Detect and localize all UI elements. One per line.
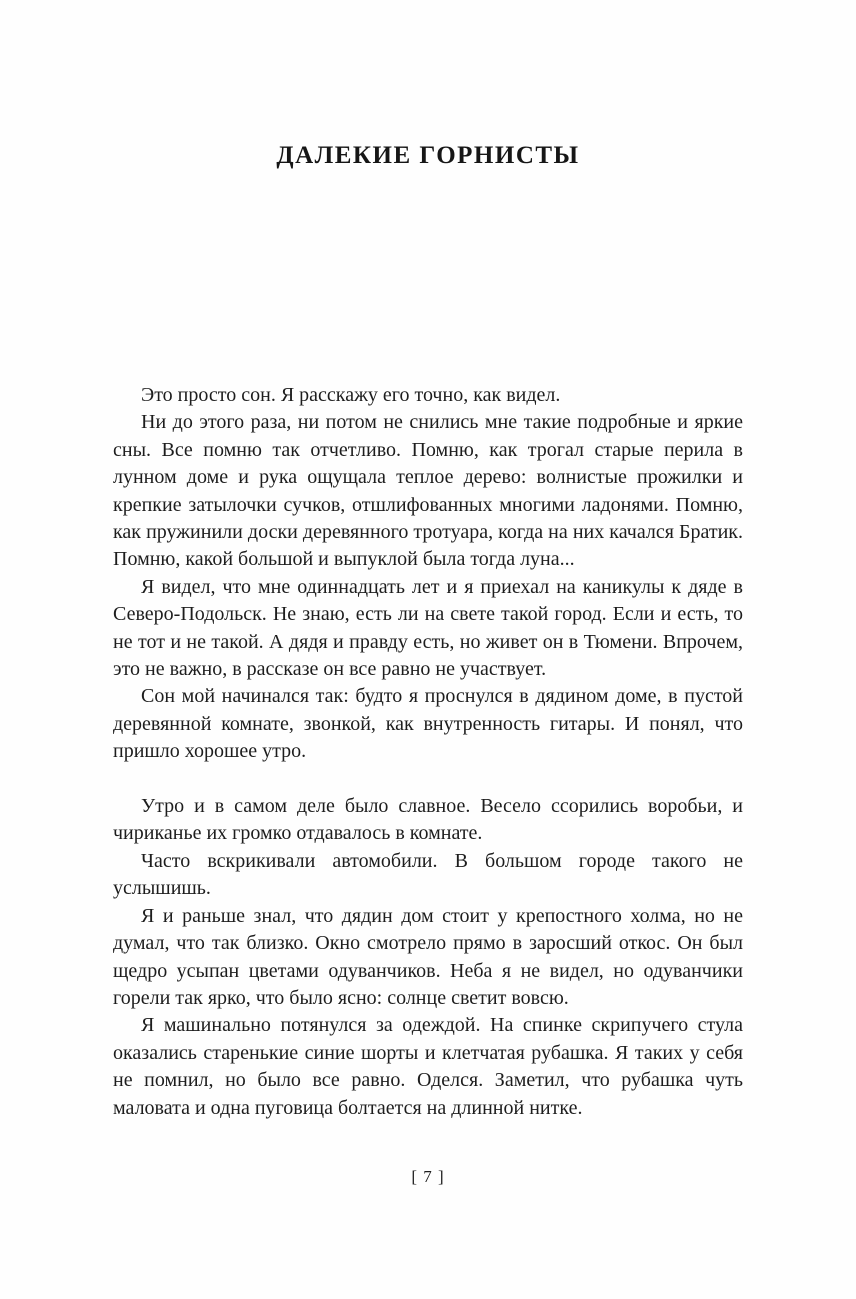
page-title: ДАЛЕКИЕ ГОРНИСТЫ <box>276 142 580 169</box>
text-block <box>113 382 743 1122</box>
paragraph-7: Я и раньше знал, что дядин дом стоит у крепостного холма, но не думал, что так близко. Окно смотрело прямо в заросший откос. Он был щедро усыпан цветами одуванчиков. Неба я не видел, но одуванчики горели так ярко, что было ясно: солнце светит вовсю. <box>113 904 743 1009</box>
paragraph-1: Это просто сон. Я расскажу его точно, как видел. <box>141 384 561 406</box>
paragraph-2: Ни до этого раза, ни потом не снились мне такие подробные и яркие сны. Все помню так отчетливо. Помню, как трогал старые перила в лунном доме и рука ощущала теплое дерево: волнистые прожилки и крепкие затылочки сучков, отшлифованных многими ладонями. Помню, как пружинили доски деревянного тротуара, когда на них качался Братик. Помню, какой большой и выпуклой была тогда луна... <box>113 411 743 571</box>
page-number: [ 7 ] <box>411 1167 445 1186</box>
paragraph-8: Я машинально потянулся за одеждой. На спинке скрипучего стула оказались старенькие синие шорты и клетчатая рубашка. Я таких у себя не помнил, но было все равно. Оделся. Заметил, что рубашка чуть маловата и одна пуговица болтается на длинной нитке. <box>113 1014 743 1119</box>
paragraph-3: Я видел, что мне одиннадцать лет и я приехал на каникулы к дяде в Северо-Подольск. Не знаю, есть ли на свете такой город. Если и есть, то не тот и не такой. А дядя и правду есть, но живет он в Тюмени. Впрочем, это не важно, в рассказе он все равно не участвует. <box>113 575 743 681</box>
paragraph-6: Часто вскрикивали автомобили. В большом городе такого не услышишь. <box>113 849 743 900</box>
paragraph-5: Утро и в самом деле было славное. Весело ссорились воробьи, и чириканье их громко отдавалось в комнате. <box>113 795 743 845</box>
paragraph-4: Сон мой начинался так: будто я проснулся в дядином доме, в пустой деревянной комнате, звонкой, как внутренность гитары. И понял, что пришло хорошее утро. <box>113 685 743 763</box>
